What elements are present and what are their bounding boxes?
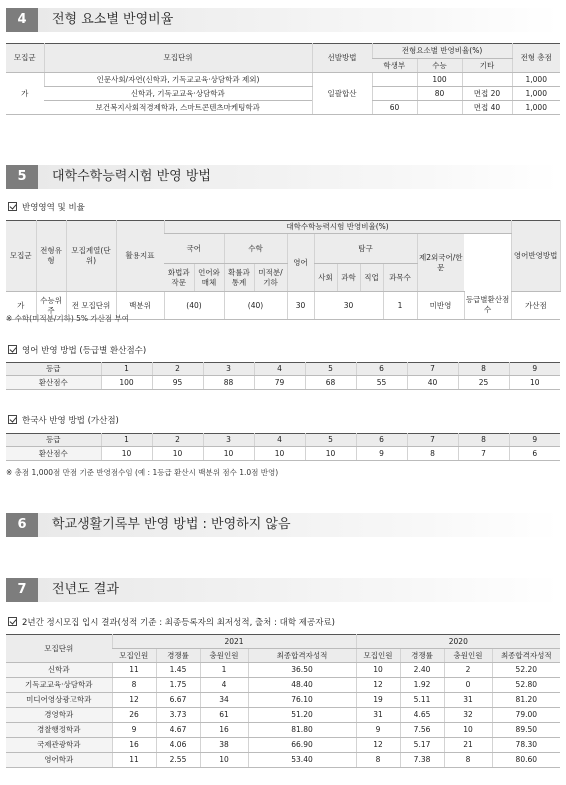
section-number: 7 — [6, 578, 38, 602]
header-type: 전형유형 — [36, 221, 66, 292]
header-index: 활용지표 — [116, 221, 164, 292]
header-eng-method: 영어반영방법 — [511, 221, 560, 292]
subheading-english: 영어 반영 방법 (등급별 환산점수) — [8, 345, 146, 357]
section-number: 4 — [6, 8, 38, 32]
table-row: 기독교교육·상담학과 8 1.75 4 48.40 12 1.92 0 52.80 — [6, 678, 560, 693]
results-table: 모집단위 2021 2020 모집인원 경쟁률 충원인원 최종합격자성적 모집인원 경쟁률 충원인원 최종합격자성적 신학과 11 1.45 1 36.50 10 2.40 2 52.20 기독교교육·상담학과 8 1.75 4 48.40 12 1.92 0 52.80 미디어영상광고학과 12 6.67 34 76.10 19 5.11 31 81.20 경영학과 26 3.73 61 51.20 31 4.65 32 79.00 경찰행정학과 9 4.67 16 81.80 9 7.56 10 89.50 국제관광학과 16 4.06 38 66.90 12 5.17 21 78.30 영어학과 11 2.55 10 53.40 8 7.38 8 80.60 — [6, 634, 560, 768]
cell-unit: 인문사회/자연(신학과, 기독교교육·상담학과 제외) — [44, 73, 312, 87]
ratio-table: 모집군 모집단위 선발방법 전형요소별 반영비율(%) 전형 총점 학생부 수능 기타 가 인문사회/자연(신학과, 기독교교육·상담학과 제외) 일괄합산 100 1,000 신학과, 기독교교육·상담학과 80 면접 20 1,000 보건복지사회적경제학과, 스마트콘텐츠마케팅학과 60 면접 40 1,000 — [6, 43, 560, 115]
checkbox-icon — [8, 345, 17, 354]
checkbox-icon — [8, 415, 17, 424]
header-unit: 모집단위 — [6, 635, 112, 663]
history-grade-table: 등급 1 2 3 4 5 6 7 8 9 환산점수 10 10 10 10 10 9 8 7 6 — [6, 433, 560, 461]
english-grade-table: 등급 1 2 3 4 5 6 7 8 9 환산점수 100 95 88 79 68 55 40 25 10 — [6, 362, 560, 390]
note-total-score: ※ 총점 1,000점 만점 기준 반영점수임 (예 : 1등급 환산시 백분위 점수 1.0점 반영) — [6, 468, 279, 477]
header-group: 모집군 — [6, 44, 44, 73]
table-row: 미디어영상광고학과 12 6.67 34 76.10 19 5.11 31 81.20 — [6, 693, 560, 708]
section-number: 6 — [6, 513, 38, 537]
header-etc: 기타 — [462, 59, 512, 73]
header-field: 모집계열(단위) — [66, 221, 116, 292]
header-total: 전형 총점 — [512, 44, 560, 73]
section-title: 전형 요소별 반영비율 — [52, 12, 174, 27]
csat-ratio-table: 모집군 전형유형 모집계열(단위) 활용지표 대학수학능력시험 반영비율(%) 영어반영방법 국어 수학 영어 탐구 제2외국어/한문 화법과작문 언어와매체 확률과통계 미적분/기하 사회 과학 직업 과목수 가 수능위주 전 모집단위 백분위 (40) (40) 30 30 1 미반영 등급별환산점수 가산점 — [6, 220, 560, 320]
section-4-header — [6, 8, 560, 32]
table-row: 신학과 11 1.45 1 36.50 10 2.40 2 52.20 — [6, 663, 560, 678]
note-math-bonus: ※ 수학(미적분/기하) 5% 가산점 부여 — [6, 314, 130, 323]
section-number: 5 — [6, 165, 38, 189]
row-unit: 경영학과 — [6, 708, 112, 723]
header-ratio: 대학수학능력시험 반영비율(%) — [164, 221, 511, 234]
table-row: 영어학과 11 2.55 10 53.40 8 7.38 8 80.60 — [6, 753, 560, 768]
row-unit: 미디어영상광고학과 — [6, 693, 112, 708]
header-method: 선발방법 — [312, 44, 372, 73]
header-ratio: 전형요소별 반영비율(%) — [372, 44, 512, 59]
header-group: 모집군 — [6, 221, 36, 292]
cell-method: 일괄합산 — [312, 73, 372, 115]
row-unit: 신학과 — [6, 663, 112, 678]
row-unit: 영어학과 — [6, 753, 112, 768]
cell-group: 가 — [6, 73, 44, 115]
table-row: 국제관광학과 16 4.06 38 66.90 12 5.17 21 78.30 — [6, 738, 560, 753]
checkbox-icon — [8, 617, 17, 626]
section-7-header — [6, 578, 560, 602]
section-title: 대학수학능력시험 반영 방법 — [52, 169, 211, 184]
subheading-ratio: 반영영역 및 비율 — [8, 202, 85, 214]
section-5-header — [6, 165, 560, 189]
header-csat: 수능 — [417, 59, 462, 73]
header-unit: 모집단위 — [44, 44, 312, 73]
row-unit: 경찰행정학과 — [6, 723, 112, 738]
section-title: 학교생활기록부 반영 방법 : 반영하지 않음 — [52, 517, 291, 532]
subheading-results: 2년간 정시모집 입시 결과(성적 기준 : 최종등록자의 최저성적, 출처 : 대학 제공자료) — [8, 617, 335, 629]
row-unit: 기독교교육·상담학과 — [6, 678, 112, 693]
header-year-2020: 2020 — [356, 635, 560, 649]
subheading-history: 한국사 반영 방법 (가산점) — [8, 415, 119, 427]
section-title: 전년도 결과 — [52, 582, 119, 597]
row-unit: 국제관광학과 — [6, 738, 112, 753]
table-row: 경영학과 26 3.73 61 51.20 31 4.65 32 79.00 — [6, 708, 560, 723]
header-record: 학생부 — [372, 59, 417, 73]
header-year-2021: 2021 — [112, 635, 356, 649]
checkbox-icon — [8, 202, 17, 211]
section-6-header — [6, 513, 560, 537]
table-row: 경찰행정학과 9 4.67 16 81.80 9 7.56 10 89.50 — [6, 723, 560, 738]
cell-unit: 신학과, 기독교교육·상담학과 — [44, 87, 312, 101]
cell-unit: 보건복지사회적경제학과, 스마트콘텐츠마케팅학과 — [44, 101, 312, 115]
